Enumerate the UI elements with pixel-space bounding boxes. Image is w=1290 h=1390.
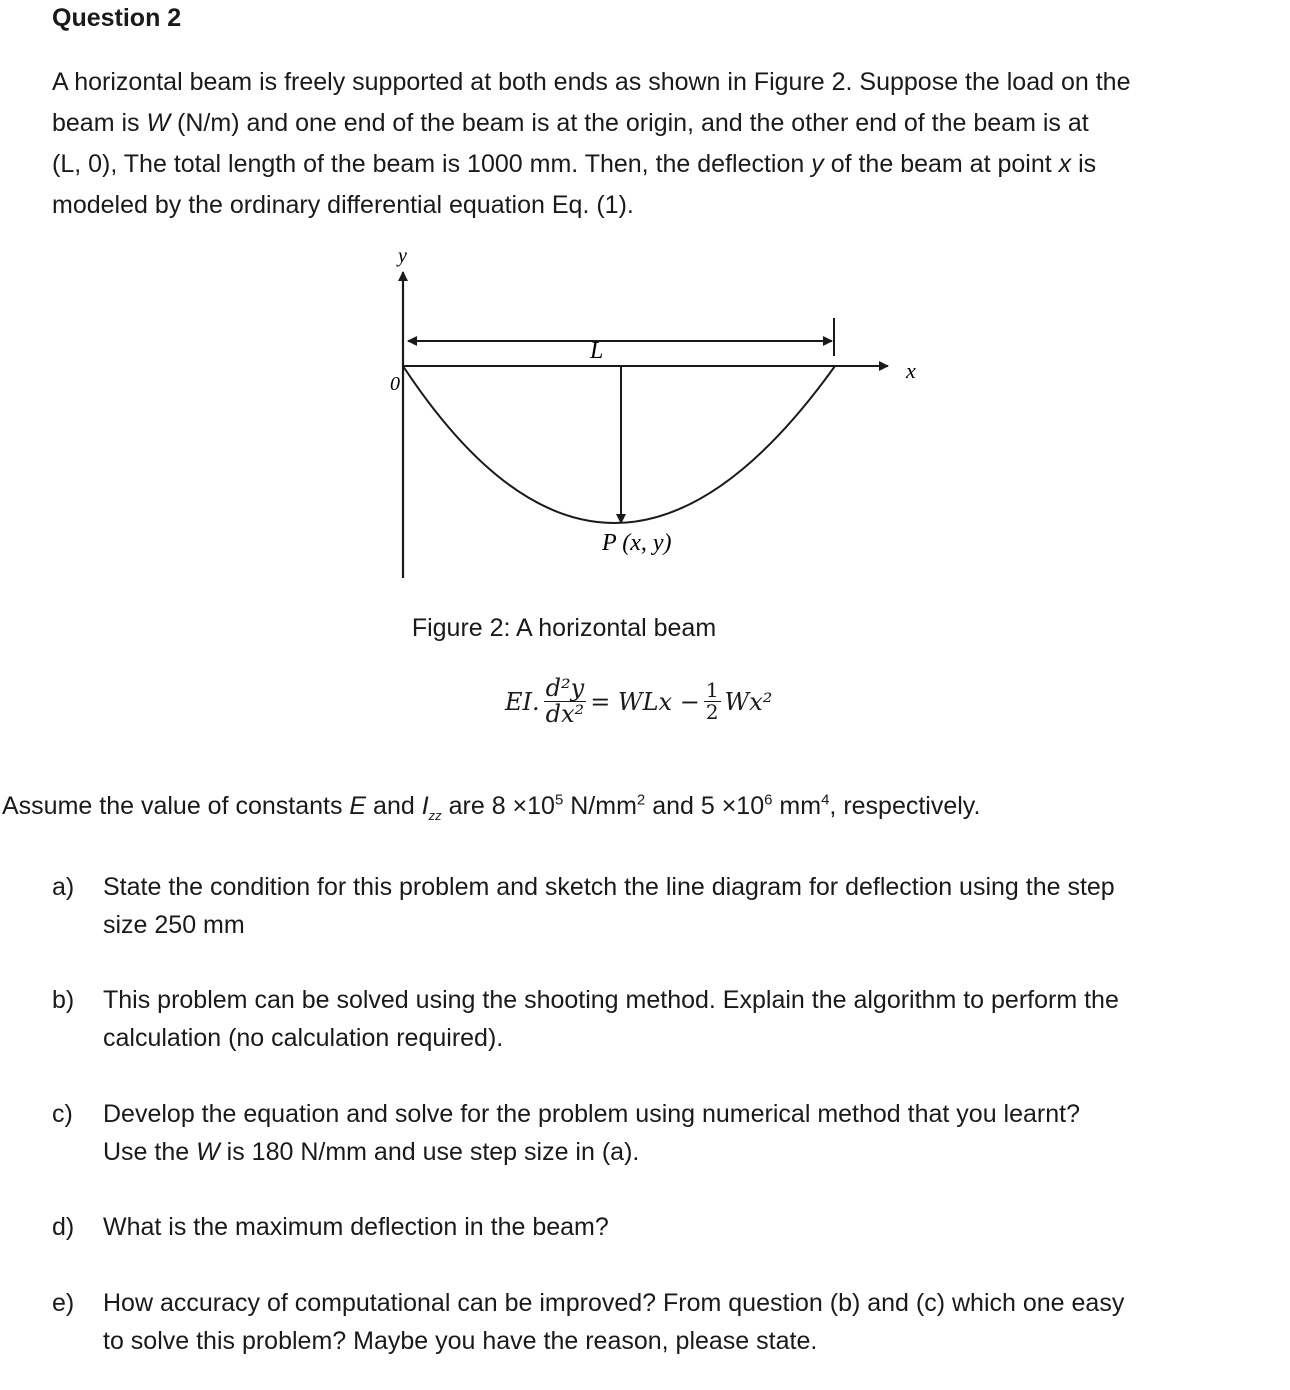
deflection-symbol: y xyxy=(811,150,824,178)
item-label: b) xyxy=(52,986,75,1014)
load-symbol: W xyxy=(146,109,171,137)
x-axis-label: x xyxy=(906,358,916,383)
derivative-fraction xyxy=(544,676,587,727)
inertia-symbol: I xyxy=(421,792,429,820)
intro-line-4: modeled by the ordinary differential equation Eq. (1). xyxy=(52,191,634,219)
assumption-line xyxy=(2,792,980,821)
item-line: This problem can be solved using the shooting method. Explain the algorithm to perform the xyxy=(103,986,1119,1014)
half-fraction xyxy=(704,680,721,723)
origin-label: 0 xyxy=(390,373,400,395)
position-symbol: x xyxy=(1058,150,1072,178)
question-heading: Question 2 xyxy=(52,4,182,32)
intro-paragraph xyxy=(52,62,1277,226)
ode-equation xyxy=(505,676,772,727)
item-label: a) xyxy=(52,873,75,901)
item-fragment: Use the xyxy=(103,1138,197,1166)
assume-text: and xyxy=(366,792,422,820)
beam-figure xyxy=(340,240,940,590)
figure-caption: Figure 2: A horizontal beam xyxy=(411,614,717,642)
item-text xyxy=(103,1095,1283,1171)
intro-text: is xyxy=(1071,150,1097,178)
item-text xyxy=(103,981,1283,1057)
half-numerator: 1 xyxy=(705,678,719,703)
intro-line-3 xyxy=(52,144,1277,185)
half-denominator: 2 xyxy=(705,700,719,725)
intro-line-1: A horizontal beam is freely supported at both ends as shown in Figure 2. Suppose the load on the xyxy=(52,68,1131,96)
item-label: e) xyxy=(52,1289,75,1317)
item-text xyxy=(103,1208,1283,1246)
item-line: to solve this problem? Maybe you have the reason, please state. xyxy=(103,1327,818,1355)
item-text xyxy=(103,868,1283,944)
load-symbol: W xyxy=(196,1138,220,1166)
deflection-curve xyxy=(403,366,835,523)
derivative-denominator: dx² xyxy=(545,700,585,729)
assume-text: , respectively. xyxy=(829,792,981,820)
assume-text: Assume the value of constants xyxy=(2,792,350,820)
item-line: How accuracy of computational can be improved? From question (b) and (c) which one easy xyxy=(103,1289,1125,1317)
assume-text: are 8 ×10 xyxy=(441,792,555,820)
exponent: 2 xyxy=(636,791,646,809)
item-fragment: is 180 N/mm and use step size in (a). xyxy=(219,1138,640,1166)
item-line: What is the maximum deflection in the beam? xyxy=(103,1213,609,1241)
length-label: L xyxy=(590,338,604,364)
item-text xyxy=(103,1284,1283,1360)
exponent: 5 xyxy=(554,791,564,809)
inertia-subscript: zz xyxy=(428,808,442,823)
assume-text: and 5 ×10 xyxy=(645,792,765,820)
item-line: size 250 mm xyxy=(103,911,245,939)
item-label: c) xyxy=(52,1100,73,1128)
point-label: P (x, y) xyxy=(602,530,672,556)
assume-text: N/mm xyxy=(563,792,637,820)
assume-text: mm xyxy=(772,792,822,820)
intro-line-2 xyxy=(52,103,1277,144)
exponent: 4 xyxy=(821,791,830,809)
intro-text: (L, 0), The total length of the beam is 1000 mm. Then, the deflection xyxy=(52,150,812,178)
derivative-numerator: d²y xyxy=(545,674,585,702)
equation-rhs-part-1: = WLx − xyxy=(590,687,700,716)
item-line: calculation (no calculation required). xyxy=(103,1024,504,1052)
intro-text: (N/m) and one end of the beam is at the origin, and the other end of the beam is at xyxy=(170,109,1089,137)
item-line xyxy=(103,1133,1283,1171)
intro-text: of the beam at point xyxy=(823,150,1059,178)
item-label: d) xyxy=(52,1213,75,1241)
intro-text: beam is xyxy=(52,109,147,137)
item-line: State the condition for this problem and sketch the line diagram for deflection using the step xyxy=(103,873,1115,901)
equation-rhs-part-2: Wx² xyxy=(724,687,773,716)
equation-lhs: EI. xyxy=(505,687,540,716)
item-line: Develop the equation and solve for the problem using numerical method that you learnt? xyxy=(103,1100,1080,1128)
beam-diagram xyxy=(340,240,940,585)
y-axis-label: y xyxy=(398,245,407,267)
exponent: 6 xyxy=(764,791,773,809)
modulus-symbol: E xyxy=(349,792,367,820)
